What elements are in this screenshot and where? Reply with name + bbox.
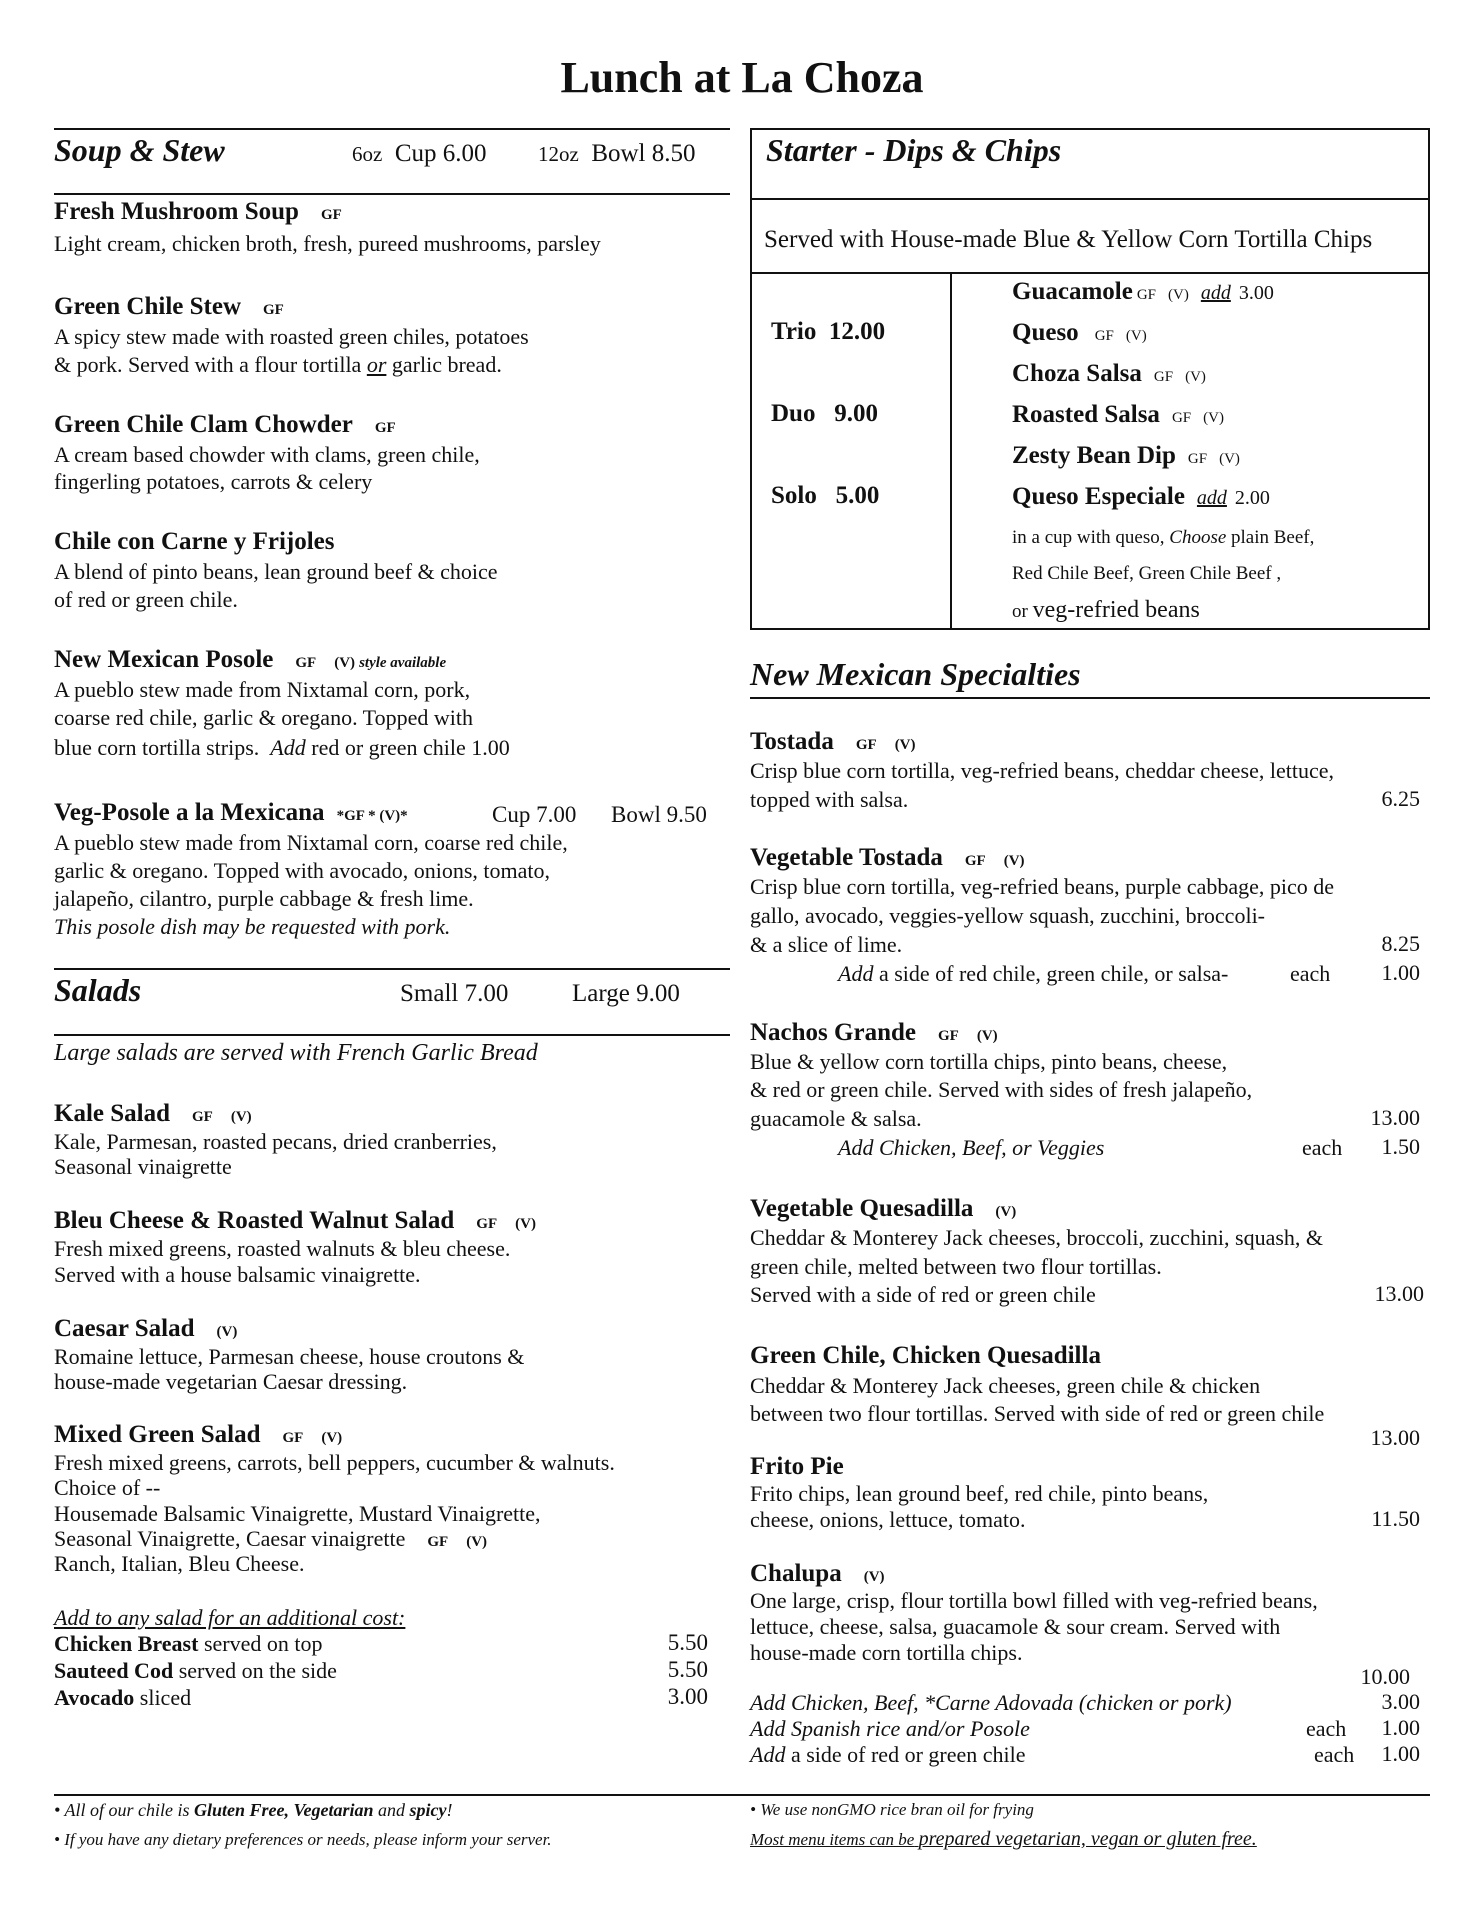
item-desc: Frito chips, lean ground beef, red chile, pinto beans,: [750, 1481, 1209, 1506]
item-desc: Served with a house balsamic vinaigrette.: [54, 1262, 421, 1287]
cup-price: 6oz Cup 6.00: [352, 140, 487, 167]
size-trio: Trio 12.00: [771, 318, 886, 345]
item-desc: fingerling potatoes, carrots & celery: [54, 469, 373, 494]
size-duo: Duo 9.00: [771, 400, 878, 427]
item-desc: jalapeño, cilantro, purple cabbage & fresh lime.: [54, 886, 474, 911]
salad-large-price: Large 9.00: [572, 980, 680, 1007]
item-desc: blue corn tortilla strips. Add red or green chile 1.00: [54, 735, 510, 760]
menu-item: Chalupa (V): [750, 1560, 885, 1587]
item-desc: Crisp blue corn tortilla, veg-refried beans, cheddar cheese, lettuce,: [750, 758, 1334, 783]
item-price: 10.00: [1360, 1664, 1410, 1689]
item-addon-price: 1.50: [1381, 1134, 1420, 1159]
item-desc: Served with a side of red or green chile: [750, 1282, 1096, 1307]
item-desc: of red or green chile.: [54, 587, 238, 612]
soup-heading: Soup & Stew: [54, 132, 225, 168]
dip-item: Queso GF (V): [1012, 319, 1147, 346]
item-price: 6.25: [1381, 786, 1420, 811]
menu-item: Fresh Mushroom Soup GF: [54, 198, 342, 225]
item-desc: cheese, onions, lettuce, tomato.: [750, 1507, 1026, 1532]
addon-price: 3.00: [667, 1684, 708, 1709]
item-desc: This posole dish may be requested with pork.: [54, 914, 451, 939]
veg-posole-cup: Cup 7.00: [492, 802, 577, 827]
item-desc: A pueblo stew made from Nixtamal corn, pork,: [54, 677, 471, 702]
starter-heading: Starter - Dips & Chips: [766, 132, 1062, 168]
item-desc: Housemade Balsamic Vinaigrette, Mustard Vinaigrette,: [54, 1501, 541, 1526]
menu-item: Frito Pie: [750, 1453, 844, 1480]
footer-divider: [54, 1794, 1430, 1796]
item-price: 13.00: [1374, 1281, 1424, 1306]
item-addon-each: each: [1314, 1742, 1355, 1767]
item-desc: & a slice of lime.: [750, 932, 903, 957]
footer-note: • We use nonGMO rice bran oil for frying: [750, 1800, 1034, 1819]
menu-item: Bleu Cheese & Roasted Walnut Salad GF (V): [54, 1207, 536, 1234]
footer-note: Most menu items can be prepared vegetarian, vegan or gluten free.: [750, 1828, 1257, 1850]
item-addon: Add a side of red or green chile: [750, 1742, 1026, 1767]
dip-item: Roasted Salsa GF (V): [1012, 401, 1224, 428]
item-desc: A cream based chowder with clams, green chile,: [54, 442, 480, 467]
divider: [950, 272, 952, 630]
item-desc: Fresh mixed greens, roasted walnuts & bleu cheese.: [54, 1236, 511, 1261]
menu-item: Tostada GF (V): [750, 728, 916, 755]
menu-item: Green Chile Clam Chowder GF: [54, 411, 396, 438]
item-desc: between two flour tortillas. Served with side of red or green chile: [750, 1401, 1325, 1426]
item-addon-price: 1.00: [1381, 1741, 1420, 1766]
item-desc: coarse red chile, garlic & oregano. Topped with: [54, 705, 473, 730]
menu-item: Nachos Grande GF (V): [750, 1019, 998, 1046]
dip-item: Guacamole GF (V) add 3.00: [1012, 278, 1274, 305]
item-desc: green chile, melted between two flour tortillas.: [750, 1254, 1162, 1279]
item-addon-price: 1.00: [1381, 960, 1420, 985]
item-price: 13.00: [1370, 1425, 1420, 1450]
item-desc: & red or green chile. Served with sides of fresh jalapeño,: [750, 1077, 1253, 1102]
item-desc: Cheddar & Monterey Jack cheeses, green chile & chicken: [750, 1373, 1261, 1398]
item-desc: A pueblo stew made from Nixtamal corn, coarse red chile,: [54, 830, 568, 855]
item-desc: Light cream, chicken broth, fresh, pureed mushrooms, parsley: [54, 231, 601, 256]
item-addon-each: each: [1306, 1716, 1347, 1741]
divider: [54, 968, 730, 970]
menu-item: Vegetable Quesadilla (V): [750, 1195, 1017, 1222]
divider: [750, 198, 1430, 200]
menu-item: Green Chile, Chicken Quesadilla: [750, 1342, 1101, 1369]
especiale-desc: in a cup with queso, Choose plain Beef,: [1012, 527, 1315, 548]
footer-note: • If you have any dietary preferences or needs, please inform your server.: [54, 1830, 552, 1849]
dip-item: Queso Especiale add 2.00: [1012, 483, 1270, 510]
menu-item: New Mexican Posole GF (V) style available: [54, 646, 447, 673]
item-price: 13.00: [1370, 1105, 1420, 1130]
item-desc: house-made vegetarian Caesar dressing.: [54, 1369, 408, 1394]
item-desc: guacamole & salsa.: [750, 1106, 922, 1131]
salads-heading: Salads: [54, 972, 142, 1008]
item-desc: A spicy stew made with roasted green chiles, potatoes: [54, 324, 529, 349]
addon-price: 5.50: [667, 1630, 708, 1655]
addons-heading: Add to any salad for an additional cost:: [54, 1605, 406, 1630]
item-addon-each: each: [1290, 961, 1331, 986]
addon-row: Avocado sliced: [54, 1685, 192, 1710]
size-solo: Solo 5.00: [771, 482, 880, 509]
page-title: Lunch at La Choza: [560, 53, 924, 102]
item-desc: One large, crisp, flour tortilla bowl filled with veg-refried beans,: [750, 1588, 1318, 1613]
item-addon-price: 1.00: [1381, 1715, 1420, 1740]
especiale-desc: or veg-refried beans: [1012, 597, 1200, 623]
item-desc: Cheddar & Monterey Jack cheeses, broccoli, zucchini, squash, &: [750, 1225, 1324, 1250]
menu-item: Caesar Salad (V): [54, 1315, 238, 1342]
item-desc: lettuce, cheese, salsa, guacamole & sour cream. Served with: [750, 1614, 1281, 1639]
footer-note: • All of our chile is Gluten Free, Vegetarian and spicy!: [54, 1800, 453, 1820]
item-price: 11.50: [1371, 1506, 1420, 1531]
divider: [54, 1034, 730, 1036]
item-addon-each: each: [1302, 1135, 1343, 1160]
item-desc: Fresh mixed greens, carrots, bell peppers, cucumber & walnuts.: [54, 1450, 615, 1475]
menu-item: Vegetable Tostada GF (V): [750, 844, 1025, 871]
menu-item: Mixed Green Salad GF (V): [54, 1421, 343, 1448]
item-desc: Romaine lettuce, Parmesan cheese, house croutons &: [54, 1344, 525, 1369]
starter-note: Served with House-made Blue & Yellow Corn Tortilla Chips: [764, 226, 1373, 253]
item-desc: A blend of pinto beans, lean ground beef & choice: [54, 559, 498, 584]
item-desc: Seasonal Vinaigrette, Caesar vinaigrette GF (V): [54, 1526, 488, 1551]
salad-small-price: Small 7.00: [400, 980, 509, 1007]
menu-item: Kale Salad GF (V): [54, 1100, 252, 1127]
salad-note: Large salads are served with French Garlic Bread: [54, 1040, 538, 1066]
specialties-heading: New Mexican Specialties: [750, 656, 1081, 692]
especiale-desc: Red Chile Beef, Green Chile Beef ,: [1012, 563, 1282, 584]
dip-item: Zesty Bean Dip GF (V): [1012, 442, 1240, 469]
item-addon: Add a side of red chile, green chile, or salsa-: [838, 961, 1229, 986]
menu-item: Green Chile Stew GF: [54, 293, 284, 320]
item-addon: Add Chicken, Beef, or Veggies: [838, 1135, 1105, 1160]
item-addon: Add Chicken, Beef, *Carne Adovada (chicken or pork): [750, 1690, 1232, 1715]
item-desc: & pork. Served with a flour tortilla or garlic bread.: [54, 352, 502, 377]
item-desc: Crisp blue corn tortilla, veg-refried beans, purple cabbage, pico de: [750, 874, 1334, 899]
bowl-price: 12oz Bowl 8.50: [538, 140, 696, 167]
dip-item: Choza Salsa GF (V): [1012, 360, 1206, 387]
item-addon: Add Spanish rice and/or Posole: [750, 1716, 1030, 1741]
item-desc: Kale, Parmesan, roasted pecans, dried cranberries,: [54, 1129, 497, 1154]
divider: [54, 128, 730, 130]
item-price: 8.25: [1381, 931, 1420, 956]
item-desc: Ranch, Italian, Bleu Cheese.: [54, 1551, 305, 1576]
menu-item: Chile con Carne y Frijoles: [54, 528, 335, 555]
divider: [750, 697, 1430, 699]
item-desc: Seasonal vinaigrette: [54, 1154, 232, 1179]
veg-posole-bowl: Bowl 9.50: [611, 802, 707, 827]
menu-item: Veg-Posole a la Mexicana *GF * (V)*: [54, 799, 408, 826]
divider: [750, 272, 1430, 274]
item-desc: gallo, avocado, veggies-yellow squash, zucchini, broccoli-: [750, 903, 1266, 928]
item-desc: house-made corn tortilla chips.: [750, 1640, 1023, 1665]
addon-price: 5.50: [667, 1657, 708, 1682]
item-desc: topped with salsa.: [750, 787, 909, 812]
addon-row: Sauteed Cod served on the side: [54, 1658, 337, 1683]
item-desc: Blue & yellow corn tortilla chips, pinto beans, cheese,: [750, 1049, 1228, 1074]
item-desc: garlic & oregano. Topped with avocado, onions, tomato,: [54, 858, 550, 883]
item-addon-price: 3.00: [1381, 1689, 1420, 1714]
item-desc: Choice of --: [54, 1475, 161, 1500]
addon-row: Chicken Breast served on top: [54, 1631, 323, 1656]
divider: [54, 193, 730, 195]
